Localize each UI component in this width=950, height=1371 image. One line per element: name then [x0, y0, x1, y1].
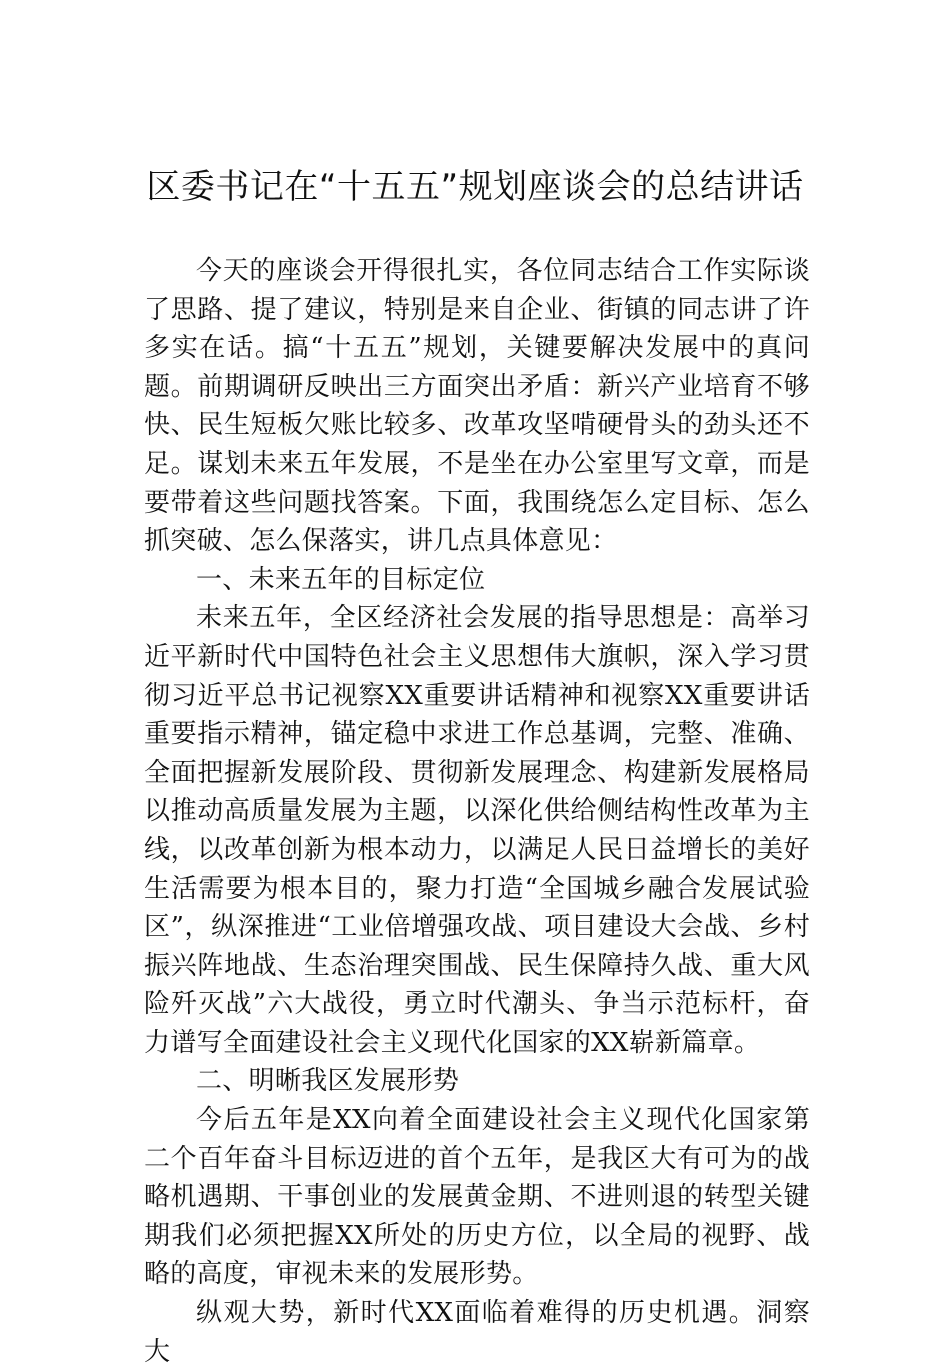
paragraph-intro: 今天的座谈会开得很扎实，各位同志结合工作实际谈了思路、提了建议，特别是来自企业、街镇的同志讲了许多实在话。搞“十五五”规划，关键要解决发展中的真问题。前期调研反映出三方面突出矛盾：新兴产业培育不够快、民生短板欠账比较多、改革攻坚啃硬骨头的劲头还不足。谋划未来五年发展，不是坐在办公室里写文章，而是要带着这些问题找答案。下面，我围绕怎么定目标、怎么抓突破、怎么保落实，讲几点具体意见：	[144, 256, 810, 557]
document-title: 区委书记在“十五五”规划座谈会的总结讲话	[146, 167, 804, 207]
paragraph-section-1: 未来五年，全区经济社会发展的指导思想是：高举习近平新时代中国特色社会主义思想伟大旗帜，深入学习贯彻习近平总书记视察XX重要讲话精神和视察XX重要讲话重要指示精神，锚定稳中求进工作总基调，完整、准确、全面把握新发展阶段、贯彻新发展理念、构建新发展格局以推动高质量发展为主题，以深化供给侧结构性改革为主线，以改革创新为根本动力，以满足人民日益增长的美好生活需要为根本目的，聚力打造“全国城乡融合发展试验区”，纵深推进“工业倍增强攻战、项目建设大会战、乡村振兴阵地战、生态治理突围战、民生保障持久战、重大风险歼灭战”六大战役，勇立时代潮头、争当示范标杆，奋力谱写全面建设社会主义现代化国家的XX崭新篇章。	[144, 603, 810, 1058]
section-heading-1: 一、未来五年的目标定位	[196, 564, 486, 595]
paragraph-section-2a: 今后五年是XX向着全面建设社会主义现代化国家第二个百年奋斗目标迈进的首个五年，是我区大有可为的战略机遇期、干事创业的发展黄金期、不进则退的转型关键期我们必须把握XX所处的历史方位，以全局的视野、战略的高度，审视未来的发展形势。	[144, 1105, 810, 1290]
document-body	[144, 252, 810, 1371]
paragraph-section-2b: 纵观大势，新时代XX面临着难得的历史机遇。洞察大	[144, 1298, 810, 1367]
section-heading-2: 二、明晰我区发展形势	[196, 1066, 460, 1097]
